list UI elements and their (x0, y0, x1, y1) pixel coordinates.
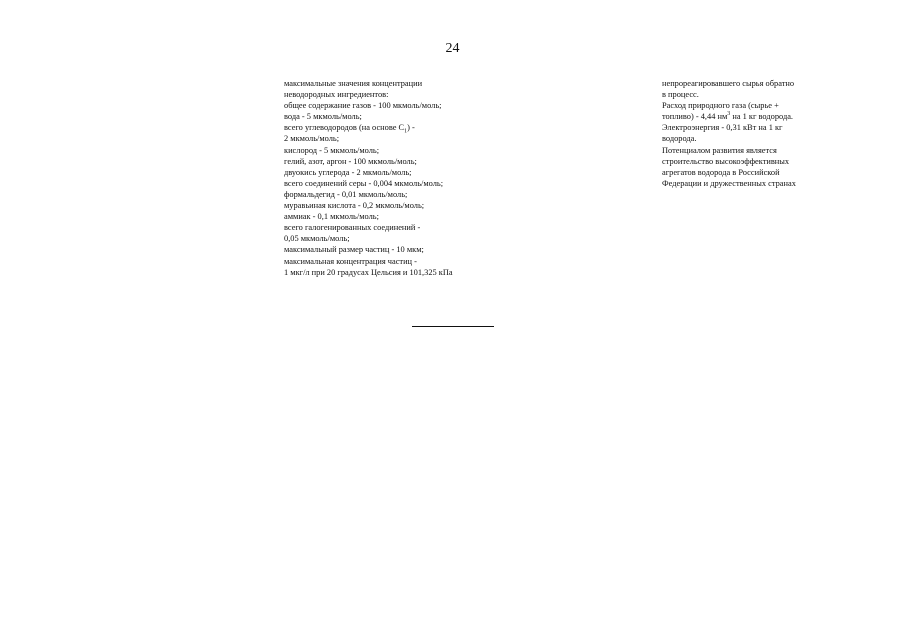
text-line-hydrocarbons (284, 122, 514, 136)
text-fragment: топливо) - 4,44 нм (662, 112, 728, 122)
text-line: 2 мкмоль/моль; (284, 134, 340, 144)
text-line: вода - 5 мкмоль/моль; (284, 112, 362, 122)
text-line: максимальные значения концентрации (284, 79, 423, 88)
text-fragment: ) - (407, 123, 415, 133)
text-line: общее содержание газов - 100 мкмоль/моль; (284, 101, 442, 111)
text-line: формальдегид - 0,01 мкмоль/моль; (284, 189, 408, 199)
text-line: 0,05 мкмоль/моль; (284, 234, 350, 244)
text-line: Федерации и дружественных странах (662, 178, 796, 188)
text-fragment: всего углеводородов (на основе C (284, 123, 405, 133)
page-number: 24 (445, 41, 460, 56)
text-line: максимальная концентрация частиц - (284, 256, 417, 266)
text-line: агрегатов водорода в Российской (662, 167, 780, 177)
superscript: 3 (727, 111, 731, 118)
text-line: в процесс. (662, 90, 699, 100)
text-line: Электроэнергия - 0,31 кВт на 1 кг (662, 123, 783, 133)
end-rule-divider (412, 326, 494, 327)
text-line: 1 мкг/л при 20 градусах Цельсия и 101,325 кПа (284, 267, 453, 277)
text-line: непрореагировавшего сырья обратно (662, 79, 795, 88)
text-line: максимальный размер частиц - 10 мкм; (284, 245, 424, 255)
text-line: всего галогенированных соединений - (284, 223, 421, 233)
text-line: гелий, азот, аргон - 100 мкмоль/моль; (284, 156, 417, 166)
subscript: 1 (404, 129, 408, 136)
text-line: водорода. (662, 134, 697, 144)
text-line: Расход природного газа (сырье + (662, 101, 779, 111)
text-line-gas-consumption (662, 111, 852, 122)
text-line: Потенциалом развития является (662, 145, 777, 155)
text-line: всего соединений серы - 0,004 мкмоль/моль; (284, 178, 444, 188)
text-line: неводородных ингредиентов: (284, 90, 389, 100)
text-line: муравьиная кислота - 0,2 мкмоль/моль; (284, 201, 425, 211)
text-fragment: на 1 кг водорода. (730, 112, 794, 122)
text-line: двуокись углерода - 2 мкмоль/моль; (284, 167, 412, 177)
left-text-column (284, 78, 514, 278)
text-line: строительство высокоэффективных (662, 156, 790, 166)
text-line: аммиак - 0,1 мкмоль/моль; (284, 212, 379, 222)
right-text-column (662, 78, 852, 189)
text-line: кислород - 5 мкмоль/моль; (284, 145, 380, 155)
